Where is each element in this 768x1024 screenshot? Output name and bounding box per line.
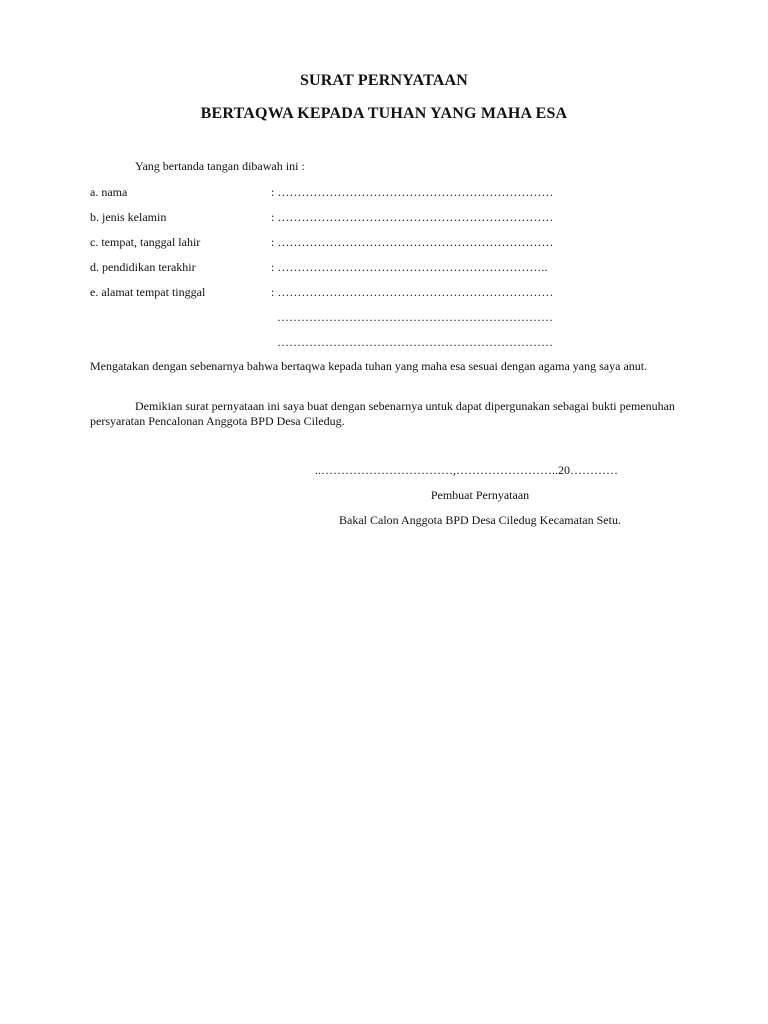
signature-position: Bakal Calon Anggota BPD Desa Ciledug Kecamatan Setu. (339, 513, 621, 527)
field-label: d. pendidikan terakhir (90, 260, 196, 274)
field-jenis-kelamin (90, 210, 610, 226)
closing-paragraph: Demikian surat pernyataan ini saya buat dengan sebenarnya untuk dapat dipergunakan sebagai bukti pemenuhan persyaratan Pencalonan Anggota BPD Desa Ciledug. (90, 399, 675, 428)
document-title: SURAT PERNYATAAN (299, 72, 469, 89)
field-label: e. alamat tempat tinggal (90, 285, 206, 299)
field-blank: : …………………………………………………………… (271, 285, 554, 299)
field-pendidikan-terakhir (90, 260, 610, 276)
statement-paragraph: Mengatakan dengan sebenarnya bahwa bertaqwa kepada tuhan yang maha esa sesuai dengan agama yang saya anut. (90, 359, 648, 373)
signature-role: Pembuat Pernyataan (430, 488, 530, 502)
field-label: b. jenis kelamin (90, 210, 167, 224)
field-alamat-tempat-tinggal (90, 285, 610, 301)
field-blank: : ………………………………………………………….. (271, 260, 548, 274)
field-blank: : …………………………………………………………… (271, 185, 554, 199)
address-continuation-line: …………………………………………………………… (277, 335, 553, 349)
document-subtitle: BERTAQWA KEPADA TUHAN YANG MAHA ESA (200, 105, 568, 122)
field-label: a. nama (90, 185, 128, 199)
signature-date-line: ..……………………………,……………………..20………… (315, 463, 618, 477)
field-blank: : …………………………………………………………… (271, 210, 554, 224)
field-label: c. tempat, tanggal lahir (90, 235, 201, 249)
field-nama (90, 185, 610, 201)
address-continuation-line: …………………………………………………………… (277, 310, 553, 324)
field-tempat-tanggal-lahir (90, 235, 610, 251)
field-blank: : …………………………………………………………… (271, 235, 554, 249)
intro-text: Yang bertanda tangan dibawah ini : (135, 159, 305, 173)
